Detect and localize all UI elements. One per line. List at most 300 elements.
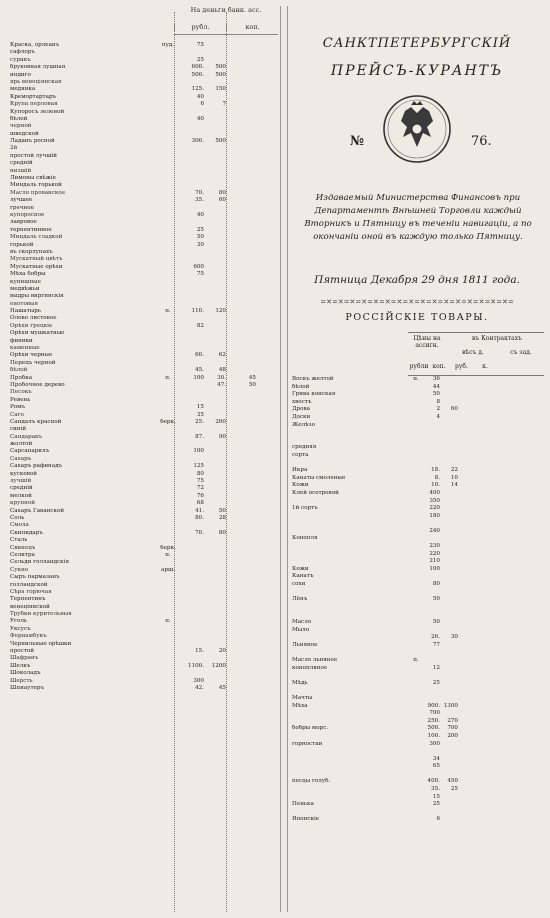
price-high	[204, 301, 226, 308]
unit	[160, 522, 176, 529]
price-low	[176, 641, 204, 648]
price-extra	[458, 376, 544, 384]
price-extra	[226, 434, 256, 441]
price-high	[440, 513, 458, 521]
unit	[410, 566, 422, 574]
price-low	[176, 49, 204, 56]
price-low	[422, 604, 440, 612]
table-row	[10, 471, 280, 478]
price-low: 500.	[427, 725, 440, 732]
unit	[160, 293, 176, 300]
price-extra	[226, 508, 256, 515]
unit	[160, 234, 176, 241]
price-extra	[458, 748, 544, 756]
price-low: 10.	[431, 482, 440, 489]
price-high	[204, 286, 226, 293]
table-row	[10, 419, 280, 426]
unit	[410, 649, 422, 657]
item-name: средняя	[292, 444, 317, 451]
item-name: Сахаръ	[10, 455, 32, 462]
item-name: Перецъ черной	[10, 359, 56, 366]
price-extra	[458, 596, 544, 604]
price-low	[176, 256, 204, 263]
price-low: 500.	[191, 71, 204, 78]
price-low	[176, 456, 204, 463]
price-extra	[458, 475, 544, 483]
table-row	[292, 649, 544, 657]
unit	[160, 131, 176, 138]
price-low	[422, 649, 440, 657]
price-low: 34	[432, 755, 440, 762]
unit	[410, 816, 422, 824]
unit	[160, 515, 176, 522]
item-name: Селитра	[10, 551, 35, 558]
item-name: Скипидаръ	[10, 529, 43, 536]
price-low	[176, 582, 204, 589]
table-row	[10, 412, 280, 419]
table-row	[10, 168, 280, 175]
unit	[410, 748, 422, 756]
price-high: 7	[222, 101, 226, 108]
unit	[160, 212, 176, 219]
unit	[410, 391, 422, 399]
table-row	[292, 687, 544, 695]
item-name: сорта	[292, 451, 309, 458]
item-name: Трубки курительныя	[10, 611, 72, 618]
price-extra	[226, 456, 256, 463]
price-low: 45.	[195, 367, 204, 374]
russian-goods-table-header	[408, 332, 544, 376]
masthead-line1: САНКТПЕТЕРБУРГСКІЙ	[322, 36, 512, 51]
item-name: Миндаль сладкой	[10, 234, 63, 241]
price-low	[176, 670, 204, 677]
table-row	[10, 264, 280, 271]
item-name: купоросное	[10, 211, 45, 218]
table-row	[292, 566, 544, 574]
price-high	[204, 522, 226, 529]
price-high	[440, 771, 458, 779]
table-row	[10, 197, 280, 204]
price-high	[440, 649, 458, 657]
price-high	[440, 611, 458, 619]
price-extra	[226, 42, 256, 49]
price-low: 100	[193, 448, 204, 455]
item-name: Олово листовое	[10, 315, 57, 322]
table-row	[10, 57, 280, 64]
item-name: Чернильные орѣшки	[10, 640, 72, 647]
unit	[160, 397, 176, 404]
unit	[160, 153, 176, 160]
item-name: Канаты смоленые	[292, 474, 346, 481]
table-row	[292, 460, 544, 468]
price-extra	[226, 471, 256, 478]
price-low	[176, 604, 204, 611]
item-name: крупной	[10, 500, 35, 507]
unit	[160, 670, 176, 677]
unit	[410, 551, 422, 559]
price-high	[440, 627, 458, 635]
table-row	[292, 604, 544, 612]
unit	[410, 490, 422, 498]
table-row	[292, 703, 544, 711]
table-row	[292, 816, 544, 824]
table-row	[10, 131, 280, 138]
item-name: лучшій	[10, 478, 32, 485]
item-name: горностаи	[292, 740, 323, 747]
price-low	[176, 574, 204, 581]
unit	[410, 475, 422, 483]
price-low	[422, 520, 440, 528]
table-row	[10, 367, 280, 374]
item-name: Лёнъ	[292, 596, 308, 603]
item-name	[292, 771, 410, 779]
unit	[160, 448, 176, 455]
unit	[160, 633, 176, 640]
table-row	[10, 308, 280, 315]
price-high	[204, 160, 226, 167]
price-high	[204, 182, 226, 189]
table-row	[10, 522, 280, 529]
price-extra	[226, 522, 256, 529]
table-row	[10, 537, 280, 544]
price-high	[440, 657, 458, 665]
price-high: 150	[215, 86, 226, 93]
table-row	[292, 543, 544, 551]
price-extra	[226, 441, 256, 448]
table-row	[292, 528, 544, 536]
price-high: 47.	[217, 381, 226, 388]
price-extra	[458, 657, 544, 665]
price-extra	[226, 279, 256, 286]
table-row	[10, 72, 280, 79]
item-name: песцы голуб.	[292, 778, 331, 785]
unit	[160, 404, 176, 411]
table-row	[292, 611, 544, 619]
price-low: 80	[196, 470, 204, 477]
price-low: 100	[429, 565, 440, 572]
price-extra	[226, 485, 256, 492]
price-low	[176, 360, 204, 367]
price-extra	[226, 308, 256, 315]
price-extra	[226, 271, 256, 278]
price-extra	[226, 219, 256, 226]
unit	[160, 168, 176, 175]
price-high	[204, 471, 226, 478]
price-extra	[458, 695, 544, 703]
weight-header: вѣсъ д.	[462, 349, 484, 356]
item-name: синій	[10, 426, 27, 433]
price-high	[204, 567, 226, 574]
price-low: 25	[432, 679, 440, 686]
unit	[410, 611, 422, 619]
unit	[410, 437, 422, 445]
unit	[160, 626, 176, 633]
price-high	[440, 596, 458, 604]
table-row	[10, 323, 280, 330]
price-high	[440, 573, 458, 581]
price-extra	[226, 685, 256, 692]
price-high	[204, 264, 226, 271]
left-goods-list	[10, 42, 280, 692]
price-extra	[226, 530, 256, 537]
item-name: Терпентинъ	[10, 596, 46, 603]
price-low: 12	[432, 664, 440, 671]
price-high	[440, 816, 458, 824]
item-name: Мыло	[292, 626, 310, 633]
price-extra	[226, 545, 256, 552]
item-name: Саго	[10, 411, 24, 418]
unit: п.	[165, 551, 171, 558]
price-low: 50	[432, 391, 440, 398]
table-row	[10, 648, 280, 655]
unit	[160, 648, 176, 655]
price-extra	[226, 286, 256, 293]
price-extra	[458, 452, 544, 460]
item-name: бруковная лушпая	[10, 64, 66, 71]
item-name	[292, 551, 410, 559]
table-row	[292, 809, 544, 817]
price-low: 110.	[191, 308, 204, 315]
table-row	[10, 663, 280, 670]
item-name	[292, 710, 410, 718]
table-row	[10, 434, 280, 441]
item-name: Орѣхи черные	[10, 352, 53, 359]
table-row	[292, 490, 544, 498]
table-row	[10, 426, 280, 433]
table-row	[292, 520, 544, 528]
price-low: 35.	[431, 786, 440, 793]
unit	[410, 429, 422, 437]
price-low	[176, 79, 204, 86]
price-low: 75	[196, 271, 204, 278]
unit	[160, 589, 176, 596]
unit	[160, 493, 176, 500]
price-high: 25	[450, 786, 458, 793]
price-high	[440, 452, 458, 460]
item-name	[292, 687, 410, 695]
price-high	[440, 589, 458, 597]
price-high	[440, 429, 458, 437]
unit	[160, 256, 176, 263]
table-row	[10, 345, 280, 352]
item-name	[292, 437, 410, 445]
table-row	[10, 101, 280, 108]
table-row	[10, 463, 280, 470]
issue-number-label: №	[350, 134, 365, 149]
price-high: 22	[450, 467, 458, 474]
price-high	[204, 153, 226, 160]
table-row	[10, 685, 280, 692]
price-high	[440, 809, 458, 817]
price-extra	[458, 460, 544, 468]
price-low: 30	[196, 241, 204, 248]
unit	[410, 809, 422, 817]
unit	[160, 197, 176, 204]
item-name: Желѣзо	[292, 421, 315, 428]
table-row	[292, 391, 544, 399]
unit	[410, 573, 422, 581]
price-low: 125.	[191, 86, 204, 93]
table-row	[292, 718, 544, 726]
price-high	[204, 412, 226, 419]
table-row	[292, 657, 544, 665]
price-extra	[458, 467, 544, 475]
price-low	[422, 627, 440, 635]
price-high	[204, 456, 226, 463]
unit	[160, 463, 176, 470]
unit	[160, 160, 176, 167]
price-extra	[458, 801, 544, 809]
price-extra	[226, 212, 256, 219]
price-low	[422, 573, 440, 581]
price-high	[440, 414, 458, 422]
item-name: Уголь	[10, 618, 27, 625]
price-high	[204, 552, 226, 559]
table-row	[292, 414, 544, 422]
unit	[410, 619, 422, 627]
price-extra	[458, 437, 544, 445]
item-name: низшій	[10, 167, 32, 174]
item-name	[292, 733, 410, 741]
price-high	[204, 271, 226, 278]
price-low	[176, 382, 204, 389]
price-low: 40	[196, 115, 204, 122]
price-high: 28	[218, 515, 226, 521]
price-high	[204, 463, 226, 470]
price-high: 60	[450, 406, 458, 413]
price-extra	[226, 426, 256, 433]
unit	[410, 725, 422, 733]
price-extra	[458, 763, 544, 771]
price-low	[176, 160, 204, 167]
price-low: 15	[196, 404, 204, 411]
unit	[160, 426, 176, 433]
price-high	[204, 426, 226, 433]
price-high: 10	[450, 474, 458, 481]
item-name: черной	[10, 123, 32, 130]
price-high: 62	[218, 352, 226, 359]
item-name	[292, 513, 410, 521]
item-name: конопляное	[292, 664, 328, 671]
item-name: жолтой	[10, 441, 33, 448]
item-name: кусковой	[10, 470, 38, 477]
price-low	[176, 441, 204, 448]
price-high	[440, 399, 458, 407]
price-low	[422, 687, 440, 695]
price-extra	[226, 412, 256, 419]
price-extra	[226, 182, 256, 189]
item-name: средній	[10, 160, 33, 167]
price-low: 68	[196, 500, 204, 507]
price-extra	[458, 520, 544, 528]
unit	[410, 520, 422, 528]
price-extra	[226, 604, 256, 611]
unit	[160, 249, 176, 256]
price-extra	[458, 809, 544, 817]
price-low	[176, 153, 204, 160]
price-high	[204, 212, 226, 219]
price-low	[176, 315, 204, 322]
double-headed-eagle-emblem-icon	[381, 93, 453, 165]
item-name: простой	[10, 648, 35, 655]
unit	[160, 685, 176, 692]
price-extra	[226, 633, 256, 640]
price-low: 70.	[195, 189, 204, 196]
item-name: Миндаль горькой	[10, 182, 62, 189]
price-high: 90	[218, 433, 226, 440]
table-row	[292, 794, 544, 802]
unit	[410, 505, 422, 513]
price-low	[176, 123, 204, 130]
unit	[410, 406, 422, 414]
price-low	[422, 695, 440, 703]
price-high	[204, 389, 226, 396]
unit	[410, 801, 422, 809]
price-low: 25.	[195, 418, 204, 425]
item-name: Сандаракъ	[10, 433, 43, 440]
table-row	[10, 574, 280, 581]
table-row	[292, 437, 544, 445]
unit: п.	[165, 308, 171, 315]
price-low: 44	[432, 383, 440, 390]
item-name: финики	[10, 337, 33, 344]
price-high	[440, 756, 458, 764]
unit	[160, 271, 176, 278]
table-row	[10, 293, 280, 300]
right-column	[287, 6, 546, 912]
item-name: бѣлой	[10, 367, 28, 374]
unit: берк.	[160, 418, 176, 425]
price-extra	[226, 301, 256, 308]
unit	[410, 513, 422, 521]
price-high	[204, 596, 226, 603]
item-name: Пенька	[292, 801, 314, 808]
unit	[410, 680, 422, 688]
unit	[410, 687, 422, 695]
unit	[160, 227, 176, 234]
price-low	[176, 279, 204, 286]
item-name: хвостъ	[292, 398, 312, 405]
table-row	[292, 778, 544, 786]
price-low: 8	[436, 398, 440, 405]
price-low: 125	[193, 463, 204, 470]
item-name: Воскъ желтой	[292, 376, 334, 382]
table-row	[292, 429, 544, 437]
item-name: Сарсапарилъ	[10, 448, 50, 455]
price-low	[422, 771, 440, 779]
item-name: Шафранъ	[10, 655, 39, 662]
table-row	[10, 493, 280, 500]
price-high	[440, 687, 458, 695]
price-low	[176, 345, 204, 352]
item-name: Мѣха бобры	[10, 271, 46, 278]
item-name: Смола	[10, 522, 29, 529]
item-name: Ревень	[10, 396, 31, 403]
price-extra	[226, 493, 256, 500]
unit	[410, 763, 422, 771]
price-extra	[458, 756, 544, 764]
price-high	[440, 710, 458, 718]
item-name: 2й	[10, 145, 18, 152]
price-high	[204, 242, 226, 249]
table-row	[10, 64, 280, 71]
unit	[160, 604, 176, 611]
price-low: 4	[436, 413, 440, 420]
price-extra: 45	[248, 374, 256, 381]
item-name: кунишные	[10, 278, 41, 285]
unit: п.	[165, 618, 171, 625]
unit	[160, 530, 176, 537]
